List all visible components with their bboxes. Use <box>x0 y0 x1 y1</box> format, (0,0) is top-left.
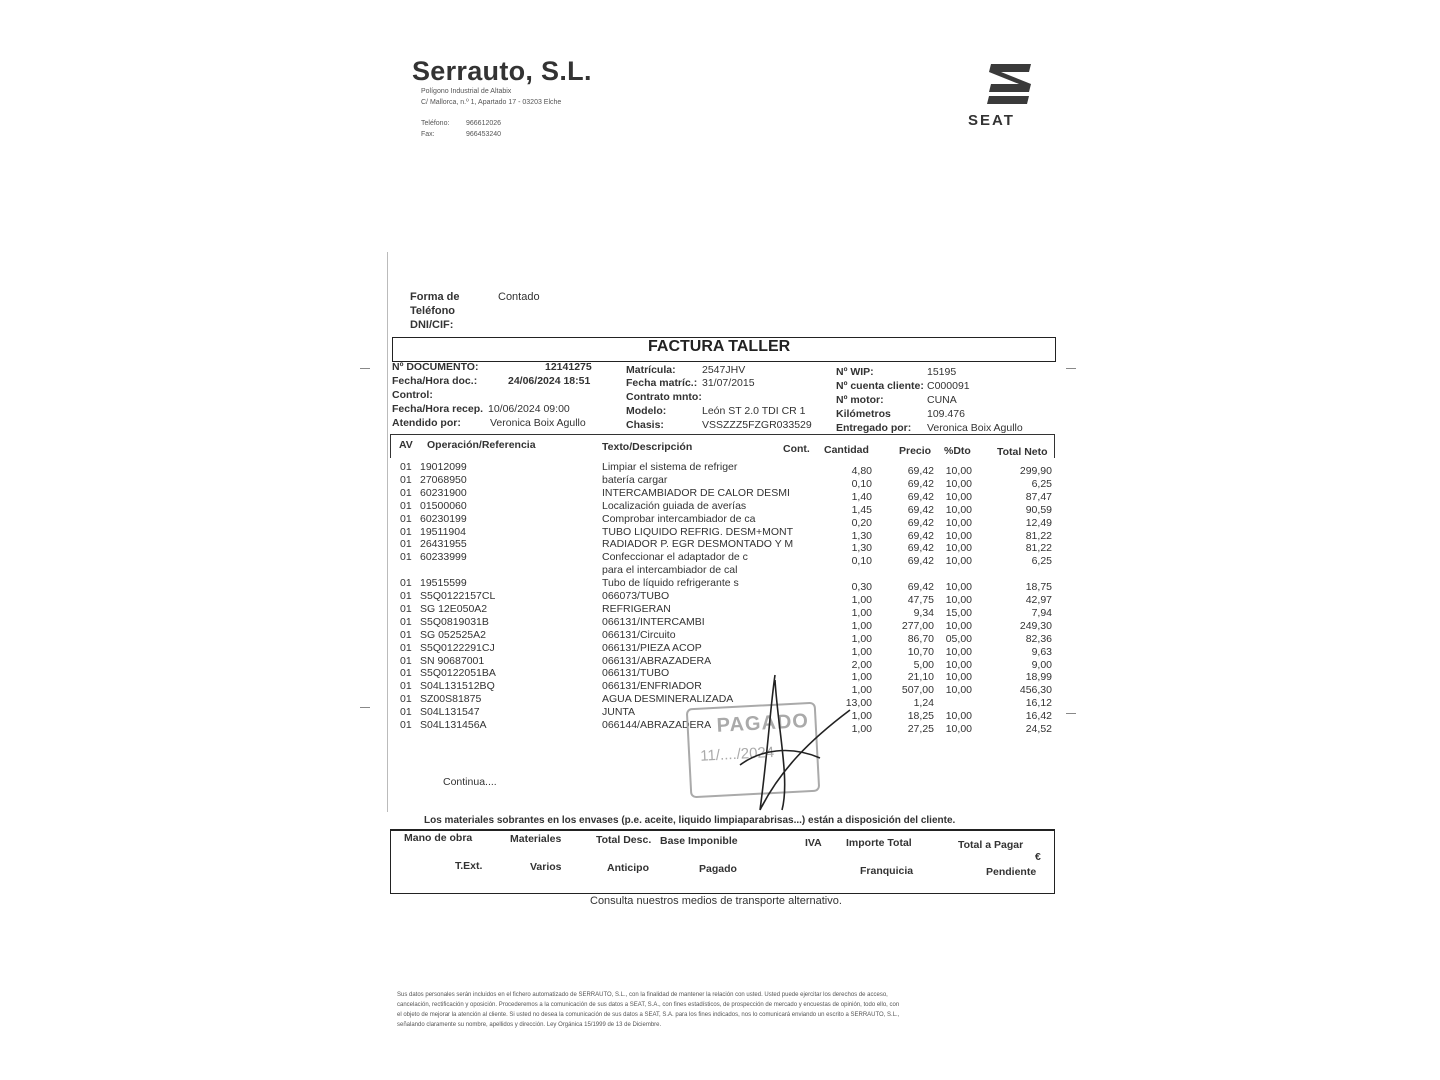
divider-right <box>1054 434 1055 458</box>
company-address-line-2: C/ Mallorca, n.º 1, Apartado 17 - 03203 Elche <box>421 99 562 106</box>
matricula-value: 2547JHV <box>702 364 746 376</box>
doc-date-label: Fecha/Hora doc.: <box>392 375 478 387</box>
cell-cantidad: 13,00 <box>845 697 872 710</box>
doc-date-value: 24/06/2024 18:51 <box>508 375 591 387</box>
cell-cantidad: 0,30 <box>851 581 872 594</box>
cell-precio: 18,25 <box>907 710 934 723</box>
matricula-label: Matrícula: <box>626 364 676 376</box>
cell-precio: 5,00 <box>913 658 934 671</box>
cell-precio: 47,75 <box>907 594 934 606</box>
cell-desc: AGUA DESMINERALIZADA <box>602 693 734 706</box>
account-label: Nº cuenta cliente: <box>836 380 924 392</box>
cell-dto: 10,00 <box>945 465 972 477</box>
cell-precio: 69,42 <box>907 477 934 490</box>
cell-dto: 10,00 <box>945 542 972 555</box>
cell-cantidad: 1,00 <box>851 606 872 619</box>
cell-av: 01 <box>400 693 412 706</box>
attended-value: Veronica Boix Agullo <box>490 417 586 429</box>
cell-desc: 066131/TUBO <box>602 667 670 680</box>
control-label: Control: <box>392 389 433 401</box>
margin-line <box>387 252 388 812</box>
cell-ref: SG 052525A2 <box>420 628 486 641</box>
cell-ref: 19511904 <box>420 525 466 538</box>
modelo-value: León ST 2.0 TDI CR 1 <box>702 405 806 417</box>
wip-label: Nº WIP: <box>836 366 874 378</box>
materials-note: Los materiales sobrantes en los envases (p.e. aceite, liquido limpiaparabrisas...) están a disposición del cliente. <box>424 815 956 826</box>
cell-cantidad: 1,00 <box>851 671 872 684</box>
recep-date-value: 10/06/2024 09:00 <box>488 403 570 415</box>
cell-ref: 60231900 <box>420 486 467 499</box>
col-header-total: Total Neto <box>997 446 1048 458</box>
cell-cantidad: 1,00 <box>851 594 872 606</box>
cell-desc: Confeccionar el adaptador de c <box>602 551 748 564</box>
cell-av: 01 <box>400 602 412 615</box>
cell-desc: Tubo de líquido refrigerante s <box>602 577 739 590</box>
fecha-matric-value: 31/07/2015 <box>702 377 755 389</box>
cell-dto: 10,00 <box>945 503 972 516</box>
importe-total-label: Importe Total <box>846 837 912 849</box>
pagado-label: Pagado <box>699 863 737 875</box>
cell-ref: SN 90687001 <box>420 654 485 667</box>
cell-total: 9,63 <box>1031 645 1052 658</box>
cell-av: 01 <box>400 486 412 499</box>
cell-total: 24,52 <box>1025 723 1052 735</box>
cell-dto: 15,00 <box>945 606 972 619</box>
fax-value: 966453240 <box>466 131 502 138</box>
cell-total: 82,36 <box>1025 632 1052 645</box>
cell-precio: 69,42 <box>907 465 934 477</box>
cell-av: 01 <box>400 719 412 731</box>
doc-number-label: Nº DOCUMENTO: <box>392 361 479 373</box>
recep-date-label: Fecha/Hora recep. <box>392 403 484 415</box>
total-materiales-label: Materiales <box>510 833 562 845</box>
cell-cantidad: 1,30 <box>851 542 872 555</box>
cell-total: 7,94 <box>1031 606 1052 619</box>
cell-total: 249,30 <box>1019 619 1052 632</box>
legal-line-4: señalando claramente su nombre, apellidos y dirección. Ley Orgánica 15/1999 de 13 de Diciembre. <box>397 1022 662 1028</box>
signature-icon <box>720 670 860 820</box>
motor-value: CUNA <box>927 394 957 406</box>
cell-dto: 10,00 <box>945 490 972 503</box>
total-pagar-label: Total a Pagar <box>958 839 1024 851</box>
margin-tick <box>1066 368 1076 369</box>
cell-desc: RADIADOR P. EGR DESMONTADO Y M <box>602 538 794 551</box>
legal-line-2: cancelación, rectificación y oposición. Procederemos a la comunicación de sus datos a SEAT, S.A., con fines estadísticos, de prospección de mercado y encuestas de opinión, todo ello, con <box>397 1002 900 1008</box>
cell-cantidad: 1,00 <box>851 645 872 658</box>
transport-note: Consulta nuestros medios de transporte alternativo. <box>590 895 842 907</box>
km-value: 109.476 <box>927 408 965 420</box>
cell-precio: 69,42 <box>907 555 934 568</box>
cell-ref: 26431955 <box>420 538 467 551</box>
chasis-value: VSSZZZ5FZGR033529 <box>702 419 812 431</box>
account-value: C000091 <box>927 380 970 392</box>
cell-cantidad: 4,80 <box>851 465 872 477</box>
cell-precio: 69,42 <box>907 542 934 555</box>
cell-desc: 066131/INTERCAMBI <box>602 615 705 628</box>
cell-ref: 27068950 <box>420 473 467 486</box>
cell-ref: SG 12E050A2 <box>420 602 488 615</box>
cell-desc: 066131/ENFRIADOR <box>602 680 702 693</box>
cell-av: 01 <box>400 577 412 590</box>
cell-ref: SZ00S81875 <box>420 693 482 706</box>
col-header-cant: Cantidad <box>824 444 869 456</box>
cell-total: 90,59 <box>1025 503 1052 516</box>
km-label: Kilómetros <box>836 408 891 420</box>
pendiente-label: Pendiente <box>986 866 1037 878</box>
chasis-label: Chasis: <box>626 419 664 431</box>
cell-precio: 27,25 <box>907 723 934 735</box>
cell-precio: 21,10 <box>907 671 934 684</box>
cell-precio: 69,42 <box>907 490 934 503</box>
legal-line-1: Sus datos personales serán incluidos en el fichero automatizado de SERRAUTO, S.L., con la finalidad de mantener la relación con usted. Usted puede ejercitar los derechos de acceso, <box>397 992 888 998</box>
cell-ref: S5Q0819031B <box>420 615 489 628</box>
cell-cantidad: 0,10 <box>851 555 872 568</box>
cell-total: 18,99 <box>1025 671 1052 684</box>
motor-label: Nº motor: <box>836 394 884 406</box>
col-header-cont: Cont. <box>783 443 810 455</box>
cell-cantidad: 1,00 <box>851 723 872 735</box>
cell-desc: 066144/ABRAZADERA <box>602 719 712 731</box>
cell-av: 01 <box>400 525 412 538</box>
contrato-label: Contrato mnto: <box>626 391 702 403</box>
cell-cantidad: 1,30 <box>851 529 872 542</box>
divider-left <box>390 434 391 458</box>
cell-cantidad: 0,10 <box>851 477 872 490</box>
cell-dto: 10,00 <box>945 516 972 529</box>
cell-ref: S04L131547 <box>420 706 480 719</box>
iva-label: IVA <box>805 837 822 849</box>
col-header-dto: %Dto <box>944 445 971 457</box>
seat-logo-icon <box>985 60 1035 106</box>
cell-desc: 066073/TUBO <box>602 590 670 602</box>
cell-precio: 1,24 <box>913 697 934 710</box>
cell-dto: 10,00 <box>945 529 972 542</box>
cell-dto: 10,00 <box>945 581 972 594</box>
cell-dto: 10,00 <box>945 723 972 735</box>
cell-desc: para el intercambiador de cal <box>602 564 738 577</box>
cell-dto: 05,00 <box>945 632 972 645</box>
varios-label: Varios <box>530 861 562 873</box>
cell-precio: 69,42 <box>907 503 934 516</box>
cell-desc: 066131/ABRAZADERA <box>602 654 712 667</box>
cell-ref: S5Q0122157CL <box>420 590 496 602</box>
cell-av: 01 <box>400 641 412 654</box>
brand-name: SEAT <box>968 112 1015 129</box>
cell-desc: TUBO LIQUIDO REFRIG. DESM+MONT <box>602 525 794 538</box>
cell-desc: Limpiar el sistema de refriger <box>602 461 738 473</box>
margin-tick <box>1066 713 1076 714</box>
cell-precio: 9,34 <box>913 606 934 619</box>
cell-ref: S04L131456A <box>420 719 487 731</box>
divider-top <box>390 434 1054 435</box>
cell-av: 01 <box>400 706 412 719</box>
cell-av: 01 <box>400 512 412 525</box>
cell-desc: Comprobar intercambiador de ca <box>602 512 756 525</box>
cell-precio: 86,70 <box>907 632 934 645</box>
cell-ref: 60230199 <box>420 512 467 525</box>
cell-ref: 60233999 <box>420 551 467 564</box>
cell-precio: 69,42 <box>907 581 934 594</box>
cell-cantidad: 1,00 <box>851 684 872 697</box>
cell-dto: 10,00 <box>945 555 972 568</box>
modelo-label: Modelo: <box>626 405 667 417</box>
cell-precio: 69,42 <box>907 516 934 529</box>
fax-label: Fax: <box>421 131 435 138</box>
cell-av: 01 <box>400 615 412 628</box>
cell-cantidad: 1,00 <box>851 632 872 645</box>
cell-av: 01 <box>400 461 412 473</box>
entregado-label: Entregado por: <box>836 422 912 434</box>
cell-av: 01 <box>400 628 412 641</box>
stamp-text: PAGADO <box>716 710 810 737</box>
col-header-op: Operación/Referencia <box>427 439 536 451</box>
legal-line-3: el objeto de mejorar la atención al cliente. Si usted no desea la comunicación de sus datos a SEAT, S.A. para los fines indicados, nos lo comunicará enviando un escrito a SERRAUTO, S.L., <box>397 1012 900 1018</box>
base-imponible-label: Base Imponible <box>660 835 738 847</box>
forma-label: Forma de <box>410 291 460 303</box>
total-mano-obra-label: Mano de obra <box>404 832 473 844</box>
cell-dto: 10,00 <box>945 619 972 632</box>
cell-total: 456,30 <box>1019 684 1052 697</box>
cell-precio: 507,00 <box>901 684 934 697</box>
cell-av: 01 <box>400 538 412 551</box>
fecha-matric-label: Fecha matríc.: <box>626 377 698 389</box>
cell-total: 16,42 <box>1025 710 1052 723</box>
company-address-line-1: Polígono Industrial de Altabix <box>421 88 512 95</box>
cell-precio: 277,00 <box>901 619 934 632</box>
cell-av: 01 <box>400 680 412 693</box>
cell-desc: 066131/PIEZA ACOP <box>602 641 702 654</box>
cell-ref: S5Q0122291CJ <box>420 641 495 654</box>
franquicia-label: Franquicia <box>860 865 914 877</box>
wip-value: 15195 <box>927 366 957 378</box>
cell-total: 6,25 <box>1031 477 1052 490</box>
cell-cantidad: 1,45 <box>851 503 872 516</box>
dni-label: DNI/CIF: <box>410 319 454 331</box>
attended-label: Atendido por: <box>392 417 461 429</box>
cell-total: 81,22 <box>1025 529 1052 542</box>
cell-dto: 10,00 <box>945 645 972 658</box>
total-desc-label: Total Desc. <box>596 834 652 846</box>
cell-precio: 69,42 <box>907 529 934 542</box>
cell-dto: 10,00 <box>945 710 972 723</box>
cell-cantidad: 1,00 <box>851 710 872 723</box>
cell-desc: REFRIGERAN <box>602 602 671 615</box>
cell-av: 01 <box>400 551 412 564</box>
cell-total: 6,25 <box>1031 555 1052 568</box>
cell-total: 42,97 <box>1025 594 1052 606</box>
cell-total: 12,49 <box>1025 516 1052 529</box>
col-header-av: AV <box>399 439 413 451</box>
cell-ref: 01500060 <box>420 499 467 512</box>
cell-dto: 10,00 <box>945 671 972 684</box>
cell-total: 16,12 <box>1025 697 1052 710</box>
cell-desc: JUNTA <box>602 706 636 719</box>
cell-cantidad: 1,40 <box>851 490 872 503</box>
cell-av: 01 <box>400 667 412 680</box>
doc-number-value: 12141275 <box>545 361 592 373</box>
cell-cantidad: 2,00 <box>851 658 872 671</box>
col-header-precio: Precio <box>899 445 932 457</box>
cell-dto: 10,00 <box>945 477 972 490</box>
cell-dto: 10,00 <box>945 658 972 671</box>
cell-cantidad: 0,20 <box>851 516 872 529</box>
document-title: FACTURA TALLER <box>648 338 791 355</box>
cell-total: 18,75 <box>1025 581 1052 594</box>
cell-total: 9,00 <box>1031 658 1052 671</box>
telefono-label: Teléfono <box>410 305 456 317</box>
phone-value: 966612026 <box>466 120 502 127</box>
cell-av: 01 <box>400 473 412 486</box>
cell-total: 299,90 <box>1019 465 1052 477</box>
cell-cantidad: 1,00 <box>851 619 872 632</box>
cell-av: 01 <box>400 590 412 602</box>
anticipo-label: Anticipo <box>607 862 649 874</box>
cell-desc: batería cargar <box>602 473 668 486</box>
cell-dto: 10,00 <box>945 594 972 606</box>
forma-value: Contado <box>498 291 540 303</box>
cell-desc: INTERCAMBIADOR DE CALOR DESMI <box>602 486 790 499</box>
col-header-desc: Texto/Descripción <box>602 441 693 453</box>
cell-precio: 10,70 <box>907 645 934 658</box>
margin-tick <box>360 707 370 708</box>
cell-total: 87,47 <box>1025 490 1052 503</box>
stamp-date: 11/..../2024 <box>699 743 775 765</box>
cell-desc: Localización guiada de averías <box>602 499 747 512</box>
margin-tick <box>360 368 370 369</box>
cell-ref: S04L131512BQ <box>420 680 495 693</box>
entregado-value: Veronica Boix Agullo <box>927 422 1023 434</box>
currency-symbol: € <box>1035 851 1041 863</box>
company-name: Serrauto, S.L. <box>412 56 592 86</box>
cell-total: 81,22 <box>1025 542 1052 555</box>
cell-av: 01 <box>400 499 412 512</box>
cell-ref: 19515599 <box>420 577 467 590</box>
cell-dto: 10,00 <box>945 684 972 697</box>
cell-ref: 19012099 <box>420 461 467 473</box>
text-label: T.Ext. <box>455 860 483 872</box>
phone-label: Teléfono: <box>421 120 450 127</box>
continua-text: Continua.... <box>443 776 497 788</box>
cell-desc: 066131/Circuito <box>602 628 676 641</box>
cell-ref: S5Q0122051BA <box>420 667 496 680</box>
cell-av: 01 <box>400 654 412 667</box>
